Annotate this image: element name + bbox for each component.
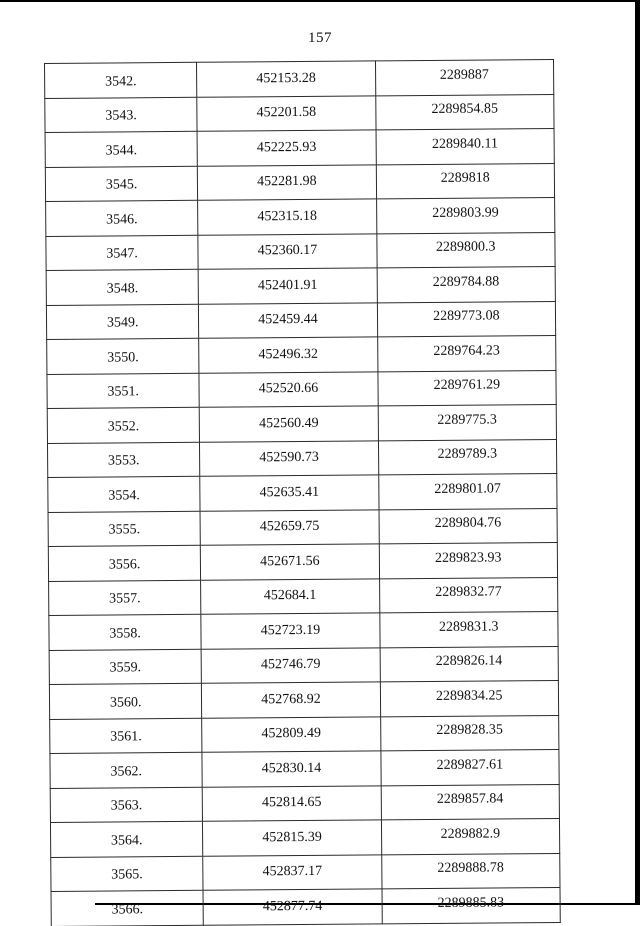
y-coordinate-cell: 2289826.14 bbox=[380, 646, 559, 682]
x-coordinate-cell: 452809.49 bbox=[202, 716, 381, 752]
point-number-cell: 3546. bbox=[46, 200, 199, 236]
table-row bbox=[47, 335, 556, 373]
y-coordinate-cell: 2289823.93 bbox=[379, 542, 558, 578]
y-coordinate-cell: 2289832.77 bbox=[379, 577, 558, 613]
x-coordinate-cell: 452746.79 bbox=[201, 647, 380, 683]
table-row bbox=[51, 887, 560, 925]
y-coordinate-cell: 2289854.85 bbox=[375, 94, 554, 130]
y-coordinate-cell: 2289761.29 bbox=[378, 370, 557, 406]
x-coordinate-cell: 452877.74 bbox=[203, 889, 382, 925]
point-number-cell: 3564. bbox=[50, 821, 203, 857]
x-coordinate-cell: 452814.65 bbox=[202, 785, 381, 821]
y-coordinate-cell: 2289885.83 bbox=[382, 887, 561, 923]
point-number-cell: 3545. bbox=[45, 166, 198, 202]
point-number-cell: 3560. bbox=[49, 683, 202, 719]
y-coordinate-cell: 2289775.3 bbox=[378, 404, 557, 440]
x-coordinate-cell: 452590.73 bbox=[200, 440, 379, 476]
table-row bbox=[46, 232, 555, 270]
table-row bbox=[50, 749, 559, 787]
table-row bbox=[48, 473, 557, 511]
y-coordinate-cell: 2289804.76 bbox=[379, 508, 558, 544]
table-row bbox=[47, 404, 556, 442]
coordinates-table-wrapper bbox=[44, 59, 561, 926]
point-number-cell: 3558. bbox=[49, 614, 202, 650]
table-row bbox=[51, 853, 560, 891]
table-row bbox=[46, 301, 555, 339]
table-row bbox=[50, 715, 559, 753]
table-row bbox=[45, 163, 554, 201]
table-row bbox=[49, 646, 558, 684]
x-coordinate-cell: 452520.66 bbox=[199, 371, 378, 407]
table-row bbox=[45, 128, 554, 166]
y-coordinate-cell: 2289818 bbox=[376, 163, 555, 199]
point-number-cell: 3550. bbox=[47, 338, 200, 374]
x-coordinate-cell: 452768.92 bbox=[202, 682, 381, 718]
table-row bbox=[48, 508, 557, 546]
point-number-cell: 3559. bbox=[49, 649, 202, 685]
point-number-cell: 3544. bbox=[45, 131, 198, 167]
point-number-cell: 3543. bbox=[45, 97, 198, 133]
point-number-cell: 3553. bbox=[47, 442, 200, 478]
table-row bbox=[49, 577, 558, 615]
point-number-cell: 3554. bbox=[48, 476, 201, 512]
x-coordinate-cell: 452315.18 bbox=[198, 199, 377, 235]
x-coordinate-cell: 452225.93 bbox=[197, 130, 376, 166]
table-row bbox=[46, 197, 555, 235]
table-row bbox=[45, 59, 554, 97]
x-coordinate-cell: 452560.49 bbox=[200, 406, 379, 442]
x-coordinate-cell: 452635.41 bbox=[200, 475, 379, 511]
y-coordinate-cell: 2289888.78 bbox=[381, 853, 560, 889]
x-coordinate-cell: 452659.75 bbox=[200, 509, 379, 545]
y-coordinate-cell: 2289800.3 bbox=[376, 232, 555, 268]
point-number-cell: 3556. bbox=[48, 545, 201, 581]
x-coordinate-cell: 452201.58 bbox=[197, 95, 376, 131]
point-number-cell: 3547. bbox=[46, 235, 199, 271]
table-row bbox=[50, 784, 559, 822]
page-number: 157 bbox=[308, 30, 332, 46]
y-coordinate-cell: 2289784.88 bbox=[377, 266, 556, 302]
point-number-cell: 3551. bbox=[47, 373, 200, 409]
x-coordinate-cell: 452684.1 bbox=[201, 578, 380, 614]
x-coordinate-cell: 452671.56 bbox=[201, 544, 380, 580]
x-coordinate-cell: 452830.14 bbox=[202, 751, 381, 787]
page-edge-right bbox=[635, 0, 640, 905]
x-coordinate-cell: 452459.44 bbox=[199, 302, 378, 338]
x-coordinate-cell: 452837.17 bbox=[203, 854, 382, 890]
table-row bbox=[47, 370, 556, 408]
x-coordinate-cell: 452281.98 bbox=[198, 164, 377, 200]
y-coordinate-cell: 2289789.3 bbox=[378, 439, 557, 475]
coordinates-table bbox=[44, 59, 561, 926]
x-coordinate-cell: 452360.17 bbox=[198, 233, 377, 269]
x-coordinate-cell: 452153.28 bbox=[197, 61, 376, 97]
y-coordinate-cell: 2289801.07 bbox=[378, 473, 557, 509]
y-coordinate-cell: 2289773.08 bbox=[377, 301, 556, 337]
table-row bbox=[47, 439, 556, 477]
point-number-cell: 3548. bbox=[46, 269, 199, 305]
table-row bbox=[45, 94, 554, 132]
y-coordinate-cell: 2289827.61 bbox=[381, 749, 560, 785]
table-row bbox=[46, 266, 555, 304]
point-number-cell: 3562. bbox=[50, 752, 203, 788]
page-edge-top bbox=[0, 0, 640, 2]
y-coordinate-cell: 2289840.11 bbox=[376, 128, 555, 164]
point-number-cell: 3566. bbox=[51, 890, 204, 926]
point-number-cell: 3542. bbox=[45, 62, 198, 98]
y-coordinate-cell: 2289764.23 bbox=[377, 335, 556, 371]
x-coordinate-cell: 452815.39 bbox=[203, 820, 382, 856]
point-number-cell: 3565. bbox=[51, 856, 204, 892]
table-row bbox=[50, 818, 559, 856]
table-row bbox=[49, 611, 558, 649]
y-coordinate-cell: 2289887 bbox=[375, 59, 554, 95]
y-coordinate-cell: 2289882.9 bbox=[381, 818, 560, 854]
x-coordinate-cell: 452496.32 bbox=[199, 337, 378, 373]
point-number-cell: 3552. bbox=[47, 407, 200, 443]
table-row bbox=[49, 680, 558, 718]
point-number-cell: 3563. bbox=[50, 787, 203, 823]
x-coordinate-cell: 452723.19 bbox=[201, 613, 380, 649]
y-coordinate-cell: 2289857.84 bbox=[381, 784, 560, 820]
y-coordinate-cell: 2289834.25 bbox=[380, 680, 559, 716]
coordinates-table-body bbox=[45, 59, 561, 925]
table-row bbox=[48, 542, 557, 580]
x-coordinate-cell: 452401.91 bbox=[198, 268, 377, 304]
point-number-cell: 3561. bbox=[50, 718, 203, 754]
y-coordinate-cell: 2289828.35 bbox=[380, 715, 559, 751]
point-number-cell: 3555. bbox=[48, 511, 201, 547]
point-number-cell: 3557. bbox=[49, 580, 202, 616]
y-coordinate-cell: 2289803.99 bbox=[376, 197, 555, 233]
y-coordinate-cell: 2289831.3 bbox=[379, 611, 558, 647]
point-number-cell: 3549. bbox=[46, 304, 199, 340]
